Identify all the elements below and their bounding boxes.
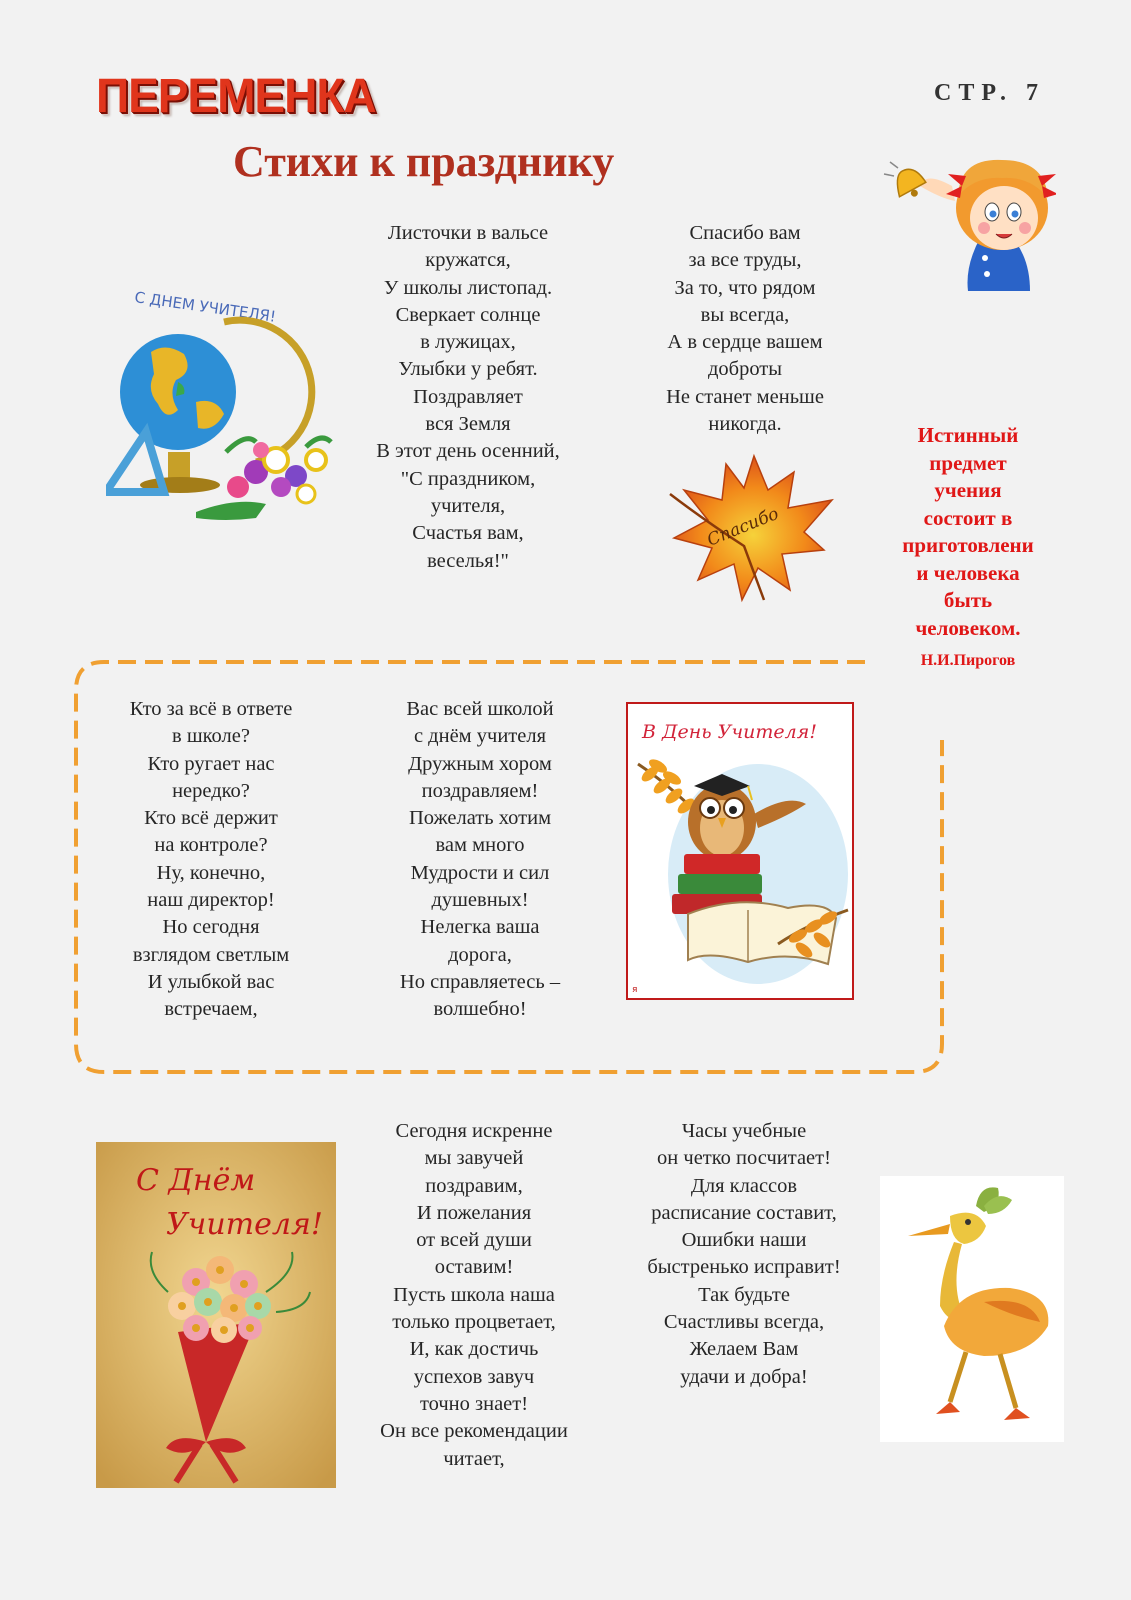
card-text-line1: С Днём — [136, 1163, 256, 1198]
poem-line: Вас всей школой — [406, 698, 554, 720]
poem-line: в лужицах, — [420, 331, 516, 354]
poem-line: И улыбкой вас — [147, 970, 275, 993]
poem-line: расписание составит, — [651, 1201, 837, 1224]
leaf-caption: Спасибо — [704, 503, 782, 551]
quote-line: учения — [934, 478, 1002, 502]
poem-line: вы всегда, — [700, 303, 790, 326]
poem-director — [96, 696, 326, 1024]
page-number: СТР. 7 — [934, 80, 1045, 106]
poem-line: Он все рекомендации — [380, 1420, 568, 1443]
newspaper-masthead: ПЕРЕМЕНКА — [96, 67, 376, 123]
poem-line: волшебно! — [433, 998, 527, 1021]
poem-line: душевных! — [431, 889, 529, 912]
poem-line: успехов завуч — [413, 1365, 535, 1388]
poem-line: Пусть школа наша — [393, 1283, 555, 1306]
quote-line: и человека — [916, 560, 1020, 585]
poem-line: поздравляем! — [421, 779, 539, 802]
poem-line: за все труды, — [688, 249, 802, 272]
poem-line: доброты — [707, 358, 783, 381]
poem-line: нередко? — [172, 779, 250, 802]
poem-line: Так будьте — [698, 1283, 790, 1306]
poem-line: Для классов — [690, 1174, 798, 1197]
poem-line: Поздравляет — [413, 385, 523, 408]
poem-line: Кто ругает нас — [147, 752, 275, 775]
poem-line: А в сердце вашем — [667, 331, 823, 354]
poem-line: Дружным хором — [408, 752, 552, 775]
poem-line: взглядом светлым — [132, 943, 290, 966]
poem-line: поздравим, — [425, 1174, 523, 1197]
poem-hours — [612, 1118, 876, 1391]
poem-line: только процветает, — [392, 1311, 556, 1334]
poem-line: Сверкает солнце — [395, 303, 541, 326]
poem-line: он четко посчитает! — [657, 1147, 831, 1170]
poem-thanks — [620, 220, 870, 438]
poem-line: Ошибки наши — [681, 1229, 807, 1252]
quote-line: предмет — [929, 450, 1007, 475]
quote-text — [878, 422, 1058, 642]
poem-line: быстренько исправит! — [647, 1256, 841, 1279]
card-text-line2: Учителя! — [166, 1207, 323, 1242]
poem-line: Желаем Вам — [689, 1338, 799, 1361]
poem-line: Кто за всё в ответе — [129, 698, 293, 720]
poem-line: в школе? — [172, 725, 250, 748]
poem-line: от всей души — [416, 1229, 532, 1252]
poem-line: Пожелать хотим — [408, 807, 552, 830]
poem-line: У школы листопад. — [383, 276, 553, 299]
poem-line: Счастья вам, — [412, 522, 524, 545]
quote-author: Н.И.Пирогов — [920, 652, 1016, 669]
poem-line: наш директор! — [147, 889, 275, 912]
card-caption: В День Учителя! — [642, 721, 817, 743]
poem-line: никогда. — [708, 413, 782, 436]
poem-line: оставим! — [434, 1256, 514, 1279]
poem-line: вам много — [435, 834, 525, 857]
poem-zavuch — [346, 1118, 602, 1473]
poem-line: Листочки в вальсе — [387, 222, 549, 244]
quote-line: приготовлени — [902, 533, 1034, 557]
poem-line: И, как достичь — [409, 1338, 539, 1361]
leaf-bird-image — [880, 1176, 1064, 1442]
poem-line: на контроле? — [154, 834, 268, 857]
maple-leaf-image — [664, 450, 840, 616]
page-title: Стихи к празднику — [233, 137, 615, 186]
poem-line: дорога, — [448, 943, 512, 966]
poem-line: Кто всё держит — [144, 807, 278, 830]
poem-line: вся Земля — [425, 413, 511, 436]
poem-line: мы завучей — [424, 1147, 524, 1170]
quote-line: состоит в — [923, 505, 1013, 530]
globe-with-flowers-image — [106, 282, 338, 524]
poem-line: удачи и добра! — [680, 1365, 808, 1388]
poem-line: Нелегка ваша — [420, 916, 540, 939]
poem-line: В этот день осенний, — [376, 440, 560, 463]
poem-line: читает, — [443, 1447, 505, 1470]
poem-line: точно знает! — [419, 1392, 529, 1415]
poem-line: Но справляетесь – — [399, 970, 561, 993]
poem-line: "С праздником, — [400, 467, 536, 490]
poem-line: встречаем, — [164, 998, 258, 1021]
poem-line: учителя, — [430, 494, 506, 517]
quote-line: быть — [943, 588, 993, 612]
poem-line: И пожелания — [416, 1201, 532, 1224]
owl-greeting-card-image — [626, 702, 854, 1000]
poem-line: Сегодня искренне — [395, 1120, 553, 1142]
poem-line: Счастливы всегда, — [663, 1311, 825, 1334]
poem-leaves — [346, 220, 590, 575]
poem-line: За то, что рядом — [674, 276, 816, 299]
poem-line: Спасибо вам — [689, 222, 801, 244]
quote-line: Истинный — [917, 423, 1019, 447]
globe-caption: С ДНЕМ УЧИТЕЛЯ! — [133, 288, 277, 326]
handmade-teacher-day-card-image — [96, 1142, 336, 1488]
poem-line: Часы учебные — [681, 1120, 807, 1142]
poem-school — [360, 696, 600, 1024]
poem-line: Но сегодня — [162, 916, 260, 939]
poem-line: Улыбки у ребят. — [398, 358, 538, 381]
poem-line: Не станет меньше — [666, 385, 824, 408]
poem-line: Мудрости и сил — [410, 861, 550, 884]
poem-line: кружатся, — [425, 249, 511, 272]
card-corner-mark: я — [632, 985, 638, 995]
poem-line: с днём учителя — [413, 725, 547, 748]
poem-line: Ну, конечно, — [156, 861, 266, 884]
girl-with-bell-image — [880, 146, 1056, 291]
quote-line: человеком. — [915, 615, 1021, 640]
poem-line: веселья!" — [427, 549, 509, 572]
